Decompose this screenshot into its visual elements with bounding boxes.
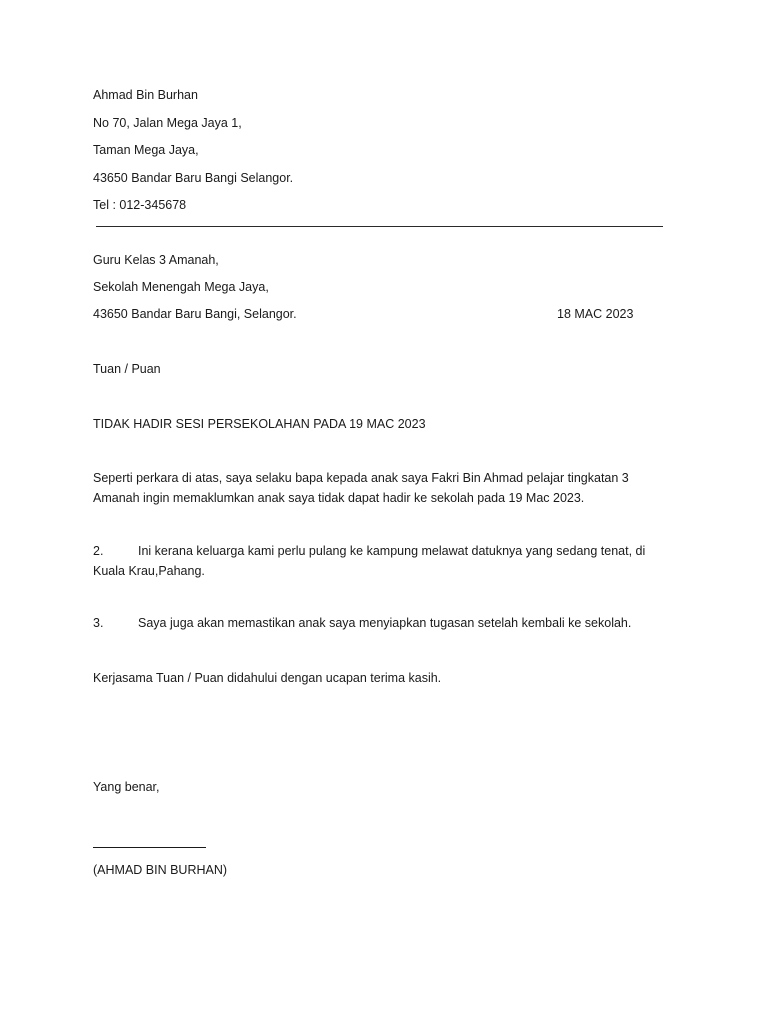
letter-subject: TIDAK HADIR SESI PERSEKOLAHAN PADA 19 MAC 2023	[93, 417, 426, 431]
closing-line: Kerjasama Tuan / Puan didahului dengan ucapan terima kasih.	[93, 671, 442, 685]
sender-address-line1: No 70, Jalan Mega Jaya 1,	[93, 116, 242, 130]
paragraph-number-2: 2.	[93, 544, 104, 558]
header-divider	[96, 226, 350, 227]
sender-address-line2: Taman Mega Jaya,	[93, 143, 199, 157]
signoff: Yang benar,	[93, 780, 160, 794]
paragraph-number-3: 3.	[93, 616, 104, 630]
signature-name: (AHMAD BIN BURHAN)	[93, 863, 228, 877]
paragraph-text-2: Ini kerana keluarga kami perlu pulang ke kampung melawat datuknya yang sedang tenat, di Kuala Krau,Pahang.	[93, 544, 646, 578]
letter-date: 18 MAC 2023	[557, 307, 634, 321]
header-divider-right	[350, 226, 663, 227]
recipient-line2: Sekolah Menengah Mega Jaya,	[93, 280, 269, 294]
sender-address-line3: 43650 Bandar Baru Bangi Selangor.	[93, 171, 294, 185]
sender-tel: Tel : 012-345678	[93, 198, 187, 212]
sender-name: Ahmad Bin Burhan	[93, 88, 198, 102]
signature-line	[93, 847, 206, 848]
salutation: Tuan / Puan	[93, 362, 161, 376]
body-paragraph-2	[93, 541, 673, 581]
recipient-line3: 43650 Bandar Baru Bangi, Selangor.	[93, 307, 297, 321]
recipient-line1: Guru Kelas 3 Amanah,	[93, 253, 219, 267]
body-paragraph-3	[93, 613, 673, 633]
body-paragraph-1: Seperti perkara di atas, saya selaku bapa kepada anak saya Fakri Bin Ahmad pelajar tingkatan 3 Amanah ingin memaklumkan anak saya tidak dapat hadir ke sekolah pada 19 Mac 2023.	[93, 471, 629, 505]
paragraph-text-3: Saya juga akan memastikan anak saya menyiapkan tugasan setelah kembali ke sekolah.	[138, 616, 632, 630]
